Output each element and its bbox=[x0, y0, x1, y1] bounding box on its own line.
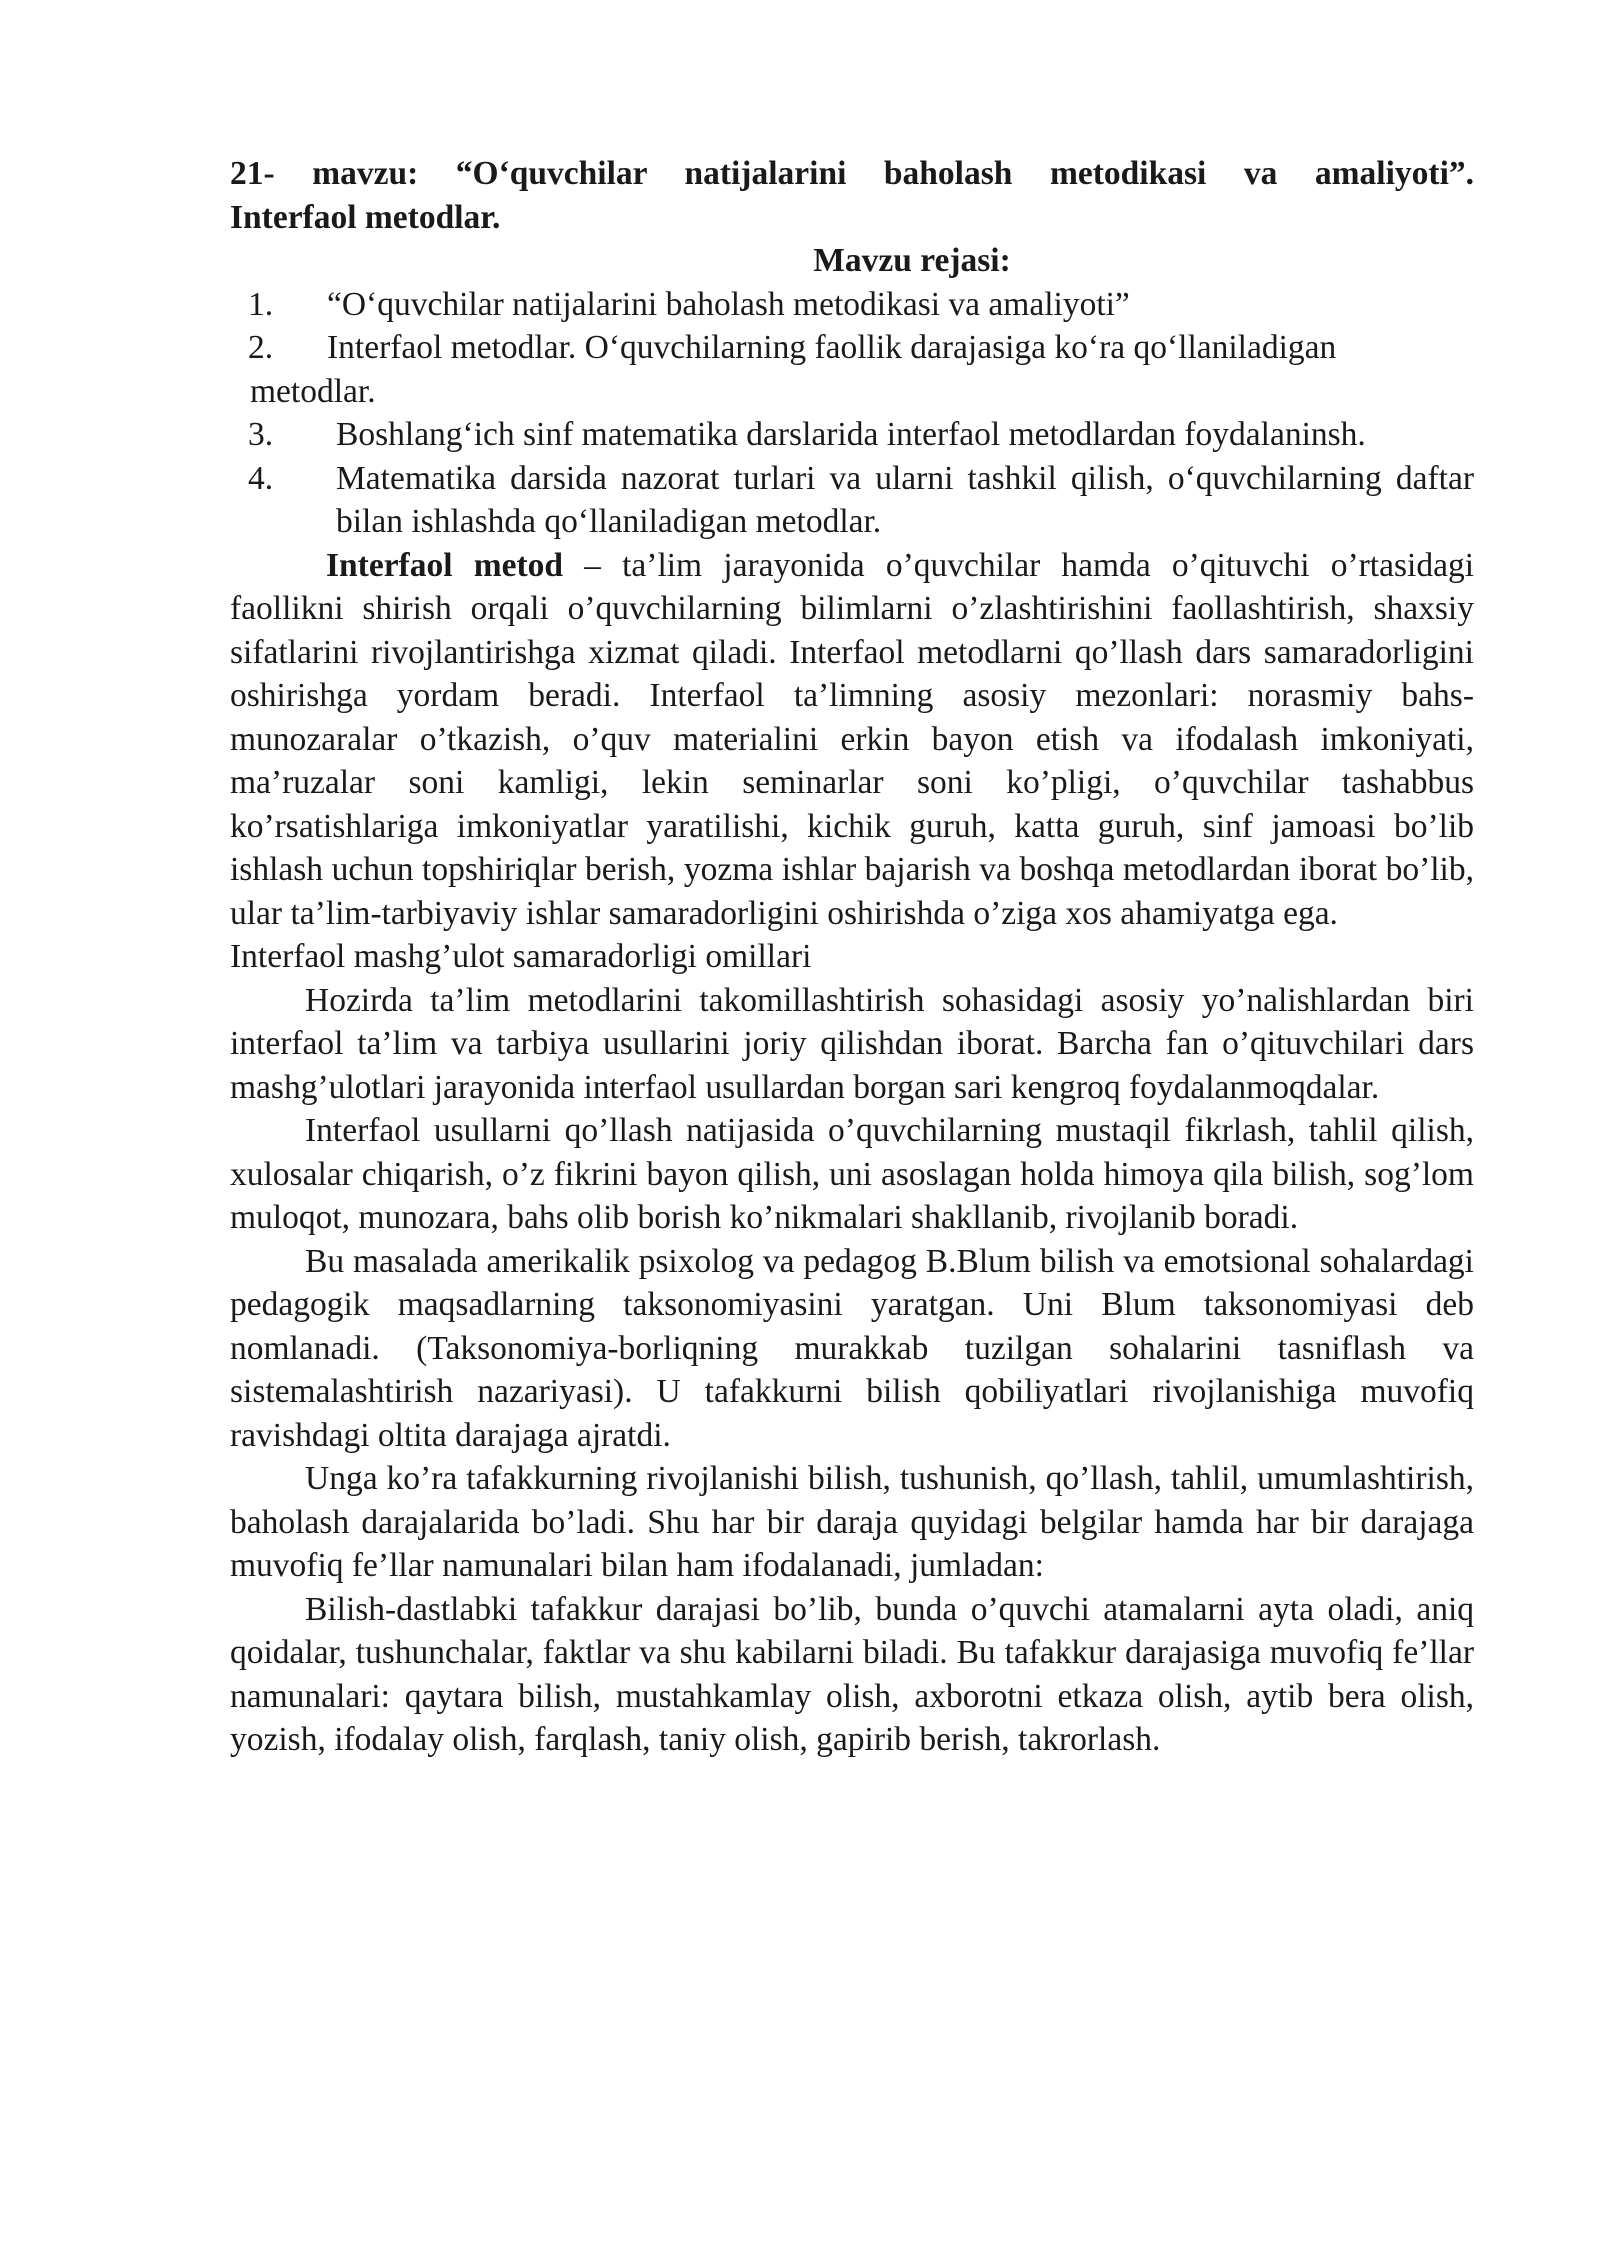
plan-item-text: Matematika darsida nazorat turlari va ularni tashkil qilish, o‘quvchilarning daftar bilan ishlashda qo‘llaniladigan metodlar. bbox=[336, 459, 1474, 540]
plan-item-number: 4. bbox=[248, 459, 274, 497]
paragraph-definition bbox=[230, 544, 1474, 936]
definition-text: – ta’lim jarayonida o’quvchilar hamda o’qituvchi o’rtasidagi faollikni shirish orqali o’quvchilarning bilimlarni o’zlashtirishini faollashtirish, shaxsiy sifatlarini rivojlantirishga xizmat qiladi. Interfaol metodlarni qo’llash dars samaradorligini oshirishga yordam beradi. Interfaol ta’limning asosiy mezonlari: norasmiy bahs-munozaralar o’tkazish, o’quv materialini erkin bayon etish va ifodalash imkoniyati, ma’ruzalar soni kamligi, lekin seminarlar soni ko’pligi, o’quvchilar tashabbus ko’rsatishlariga imkoniyatlar yaratilishi, kichik guruh, katta guruh, sinf jamoasi bo’lib ishlash uchun topshiriqlar berish, yozma ishlar bajarish va boshqa metodlardan iborat bo’lib, ular ta’lim-tarbiyaviy ishlar samaradorligini oshirishda o’ziga xos ahamiyatga ega. bbox=[230, 546, 1475, 932]
plan-item bbox=[230, 283, 1474, 327]
plan-item-continuation: metodlar. bbox=[250, 372, 376, 410]
paragraph: Bilish-dastlabki tafakkur darajasi bo’lib, bunda o’quvchi atamalarni ayta oladi, aniq qoidalar, tushunchalar, faktlar va shu kabilarni biladi. Bu tafakkur darajasiga muvofiq fe’llar namunalari: qaytara bilish, mustahkamlay olish, axborotni etkaza olish, aytib bera olish, yozish, ifodalay olish, farqlash, taniy olish, gapirib berish, takrorlash. bbox=[230, 1590, 1474, 1758]
plan-item-number: 3. bbox=[248, 416, 274, 453]
plan-item bbox=[230, 413, 1474, 457]
plan-item bbox=[230, 457, 1474, 544]
paragraph: Interfaol usullarni qo’llash natijasida o’quvchilarning mustaqil fikrlash, tahlil qilish, xulosalar chiqarish, o’z fikrini bayon qilish, uni asoslagan holda himoya qila bilish, sog’lom muloqot, munozara, bahs olib borish ko’nikmalari shakllanib, rivojlanib boradi. bbox=[230, 1112, 1474, 1236]
paragraph: Hozirda ta’lim metodlarini takomillashtirish sohasidagi asosiy yo’nalishlardan biri interfaol ta’lim va tarbiya usullarini joriy qilishdan iborat. Barcha fan o’qituvchilari dars mashg’ulotlari jarayonida interfaol usullardan borgan sari kengroq foydalanmoqdalar. bbox=[230, 981, 1474, 1106]
paragraph: Unga ko’ra tafakkurning rivojlanishi bilish, tushunish, qo’llash, tahlil, umumlashtirish, baholash darajalarida bo’ladi. Shu har bir daraja quyidagi belgilar hamda har bir darajaga muvofiq fe’llar namunalari bilan ham ifodalanadi, jumladan: bbox=[230, 1460, 1474, 1584]
plan-item bbox=[230, 326, 1474, 413]
plan-item-number: 1. bbox=[248, 285, 274, 323]
document-page bbox=[230, 152, 1474, 1762]
title-line-1: 21- mavzu: “O‘quvchilar natijalarini baholash metodikasi va amaliyoti”. bbox=[230, 155, 1474, 192]
plan-list bbox=[230, 283, 1474, 544]
plan-item-text: Interfaol metodlar. O‘quvchilarning faollik darajasiga ko‘ra qo‘llaniladigan bbox=[327, 329, 1337, 366]
paragraph: Bu masalada amerikalik psixolog va pedagog B.Blum bilish va emotsional sohalardagi pedagogik maqsadlarning taksonomiyasini yaratgan. Uni Blum taksonomiyasi deb nomlanadi. (Taksonomiya-borliqning murakkab tuzilgan sohalarini tasniflash va sistemalashtirish nazariyasi). U tafakkurni bilish qobiliyatlari rivojlanishiga muvofiq ravishdagi oltita darajaga ajratdi. bbox=[230, 1242, 1474, 1454]
plan-item-text: “O‘quvchilar natijalarini baholash metodikasi va amaliyoti” bbox=[327, 285, 1130, 323]
plan-heading: Mavzu rejasi: bbox=[813, 242, 1011, 279]
term-interfaol-metod: Interfaol metod bbox=[326, 546, 564, 584]
plan-item-text: Boshlang‘ich sinf matematika darslarida interfaol metodlardan foydalaninsh. bbox=[336, 416, 1366, 453]
title-line-2: Interfaol metodlar. bbox=[230, 198, 501, 236]
subheading: Interfaol mashg’ulot samaradorligi omillari bbox=[230, 938, 812, 975]
plan-item-number: 2. bbox=[248, 329, 274, 366]
